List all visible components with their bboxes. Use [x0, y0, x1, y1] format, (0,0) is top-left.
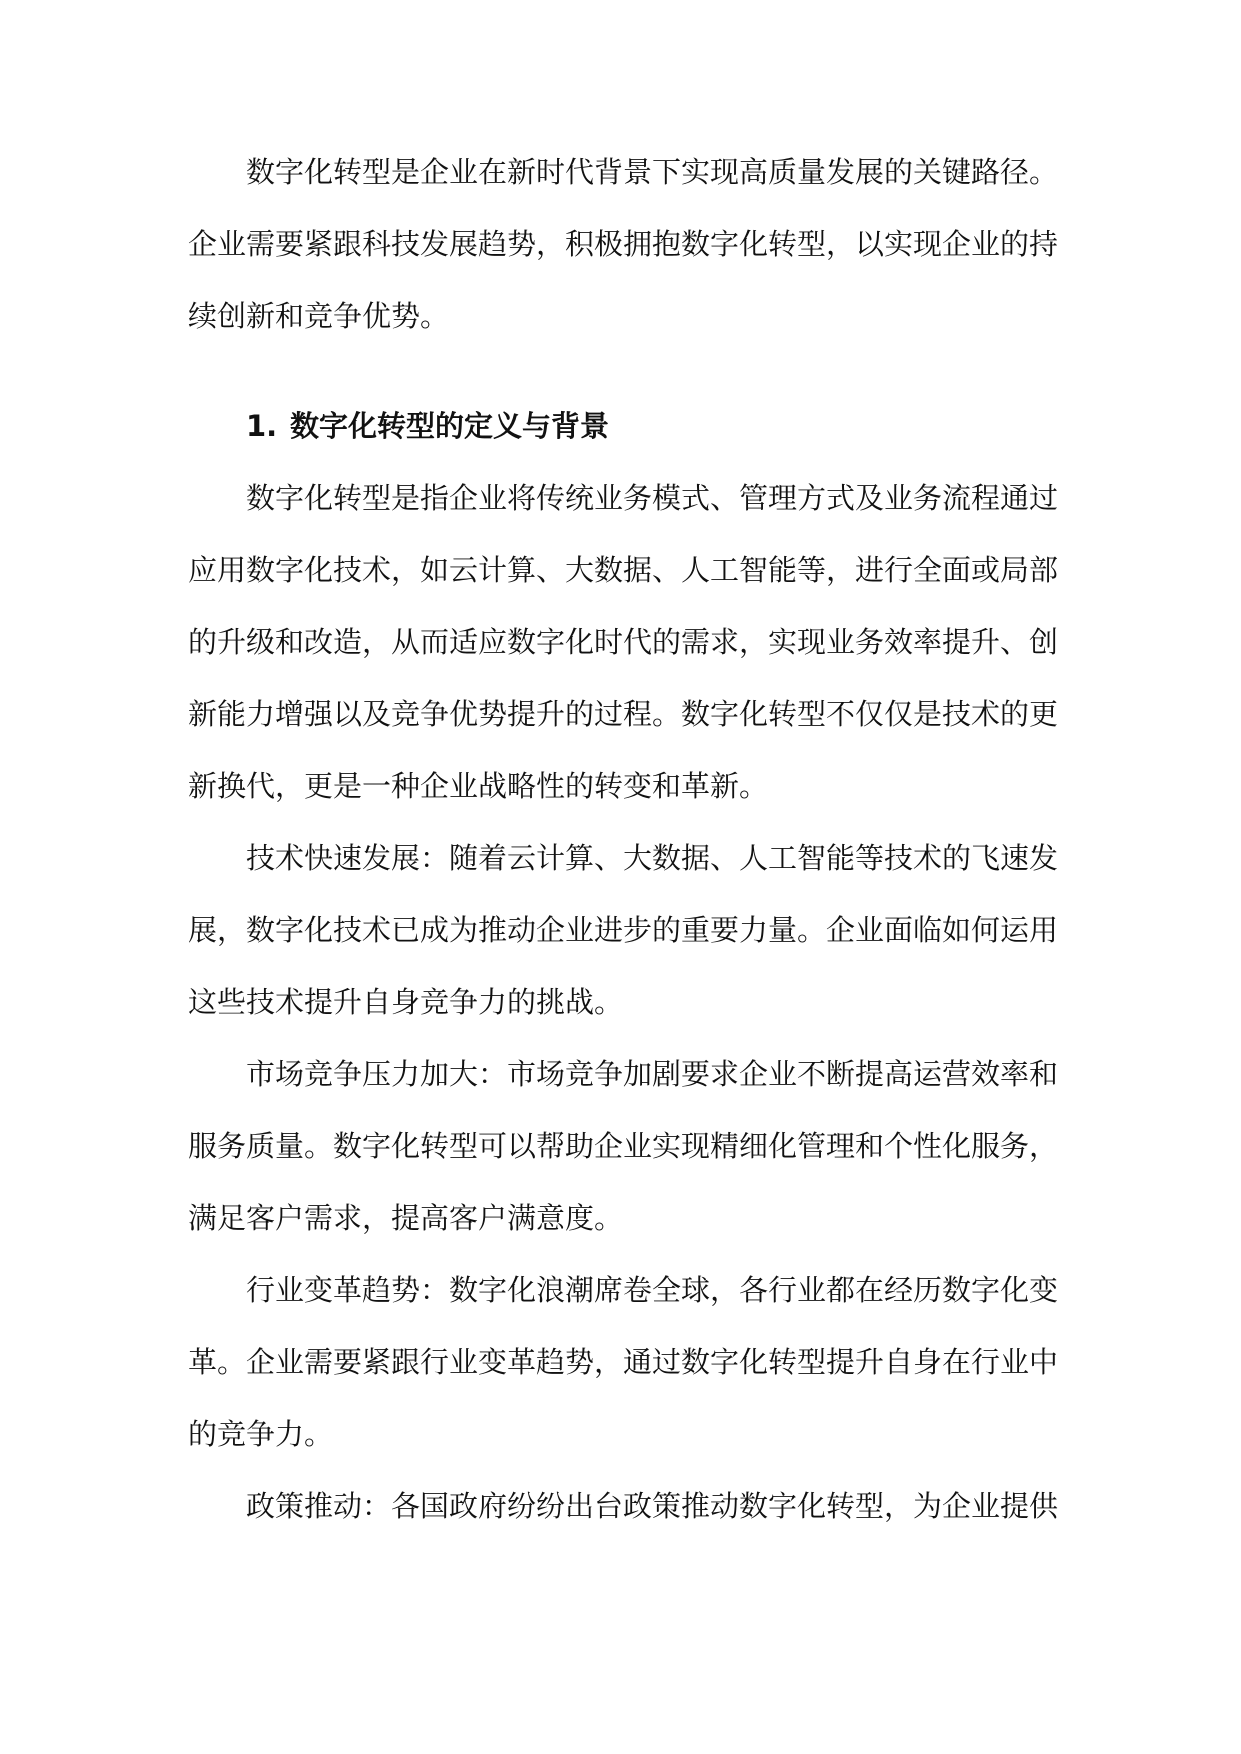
- section-number: 1.: [246, 409, 278, 443]
- section-title: 数字化转型的定义与背景: [290, 409, 610, 443]
- document-body: [188, 136, 1058, 1542]
- section-spacer: [188, 352, 1058, 390]
- definition-paragraph: 数字化转型是指企业将传统业务模式、管理方式及业务流程通过应用数字化技术，如云计算、大数据、人工智能等，进行全面或局部的升级和改造，从而适应数字化时代的需求，实现业务效率提升、创新能力增强以及竞争优势提升的过程。数字化转型不仅仅是技术的更新换代，更是一种企业战略性的转变和革新。: [188, 481, 1059, 803]
- industry-trend-paragraph: 行业变革趋势：数字化浪潮席卷全球，各行业都在经历数字化变革。企业需要紧跟行业变革趋势，通过数字化转型提升自身在行业中的竞争力。: [188, 1273, 1059, 1451]
- market-competition-paragraph: 市场竞争压力加大：市场竞争加剧要求企业不断提高运营效率和服务质量。数字化转型可以帮助企业实现精细化管理和个性化服务，满足客户需求，提高客户满意度。: [188, 1057, 1059, 1235]
- policy-paragraph: 政策推动：各国政府纷纷出台政策推动数字化转型，为企业提供: [246, 1489, 1059, 1523]
- intro-paragraph: 数字化转型是企业在新时代背景下实现高质量发展的关键路径。企业需要紧跟科技发展趋势，积极拥抱数字化转型，以实现企业的持续创新和竞争优势。: [188, 155, 1059, 333]
- section-heading: [246, 390, 1058, 462]
- tech-development-paragraph: 技术快速发展：随着云计算、大数据、人工智能等技术的飞速发展，数字化技术已成为推动企业进步的重要力量。企业面临如何运用这些技术提升自身竞争力的挑战。: [188, 841, 1059, 1019]
